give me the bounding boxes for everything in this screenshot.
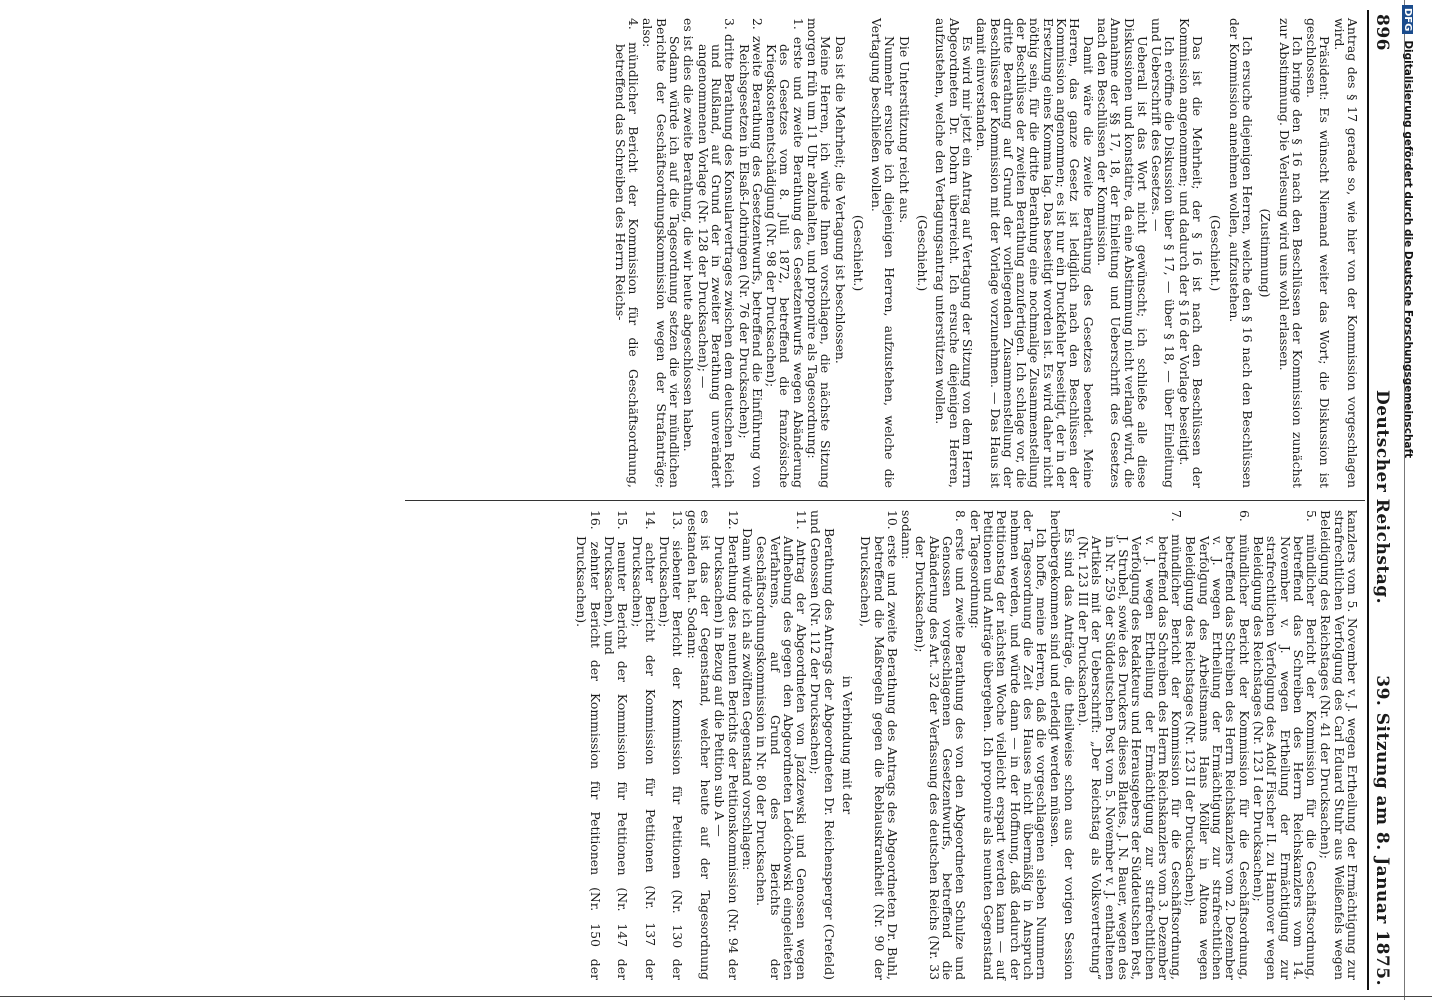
page-number: 896 bbox=[1372, 14, 1392, 51]
left-paragraph: Ich bringe den § 16 nach den Beschlüssen der Kommission zunächst zur Abstimmung. Die Verlesung wird uns wohl erlassen. bbox=[1276, 18, 1305, 488]
right-paragraph: kanzlers vom 5. November v. J. wegen Ertheilung der Ermächtigung zur strafrechtlichen Verfolgung des Carl Eduard Stuhr aus Weißenfels wegen Beleidigung des Reichstages (Nr. 41 der Drucksachen); bbox=[1318, 510, 1360, 980]
right-paragraph: 8. erste und zweite Berathung des von den Abgeordneten Schulze und Genossen vorgeschlagenen Gesetzentwurfs, betreffend die Abänderung des Art. 32 der Verfassung des deutschen Reichs (Nr. 33 der Drucksachen); bbox=[913, 510, 969, 980]
rotated-page bbox=[35, 10, 1395, 990]
left-paragraph: Antrag des § 17 gerade so, wie hier von der Kommission vorgeschlagen wird. bbox=[1331, 18, 1360, 488]
credit-text: Digitalisierung gefördert durch die Deutsche Forschungsgemeinschaft bbox=[1402, 40, 1414, 459]
right-paragraph: 6. mündlicher Bericht der Kommission für die Geschäftsordnung, betreffend das Schreiben des Herrn Reichskanzlers vom 2. Dezember v. J. wegen Ertheilung der Ermächtigung zur strafrechtlichen Verfolgung des Arbeitsmanns Hans Möller in Altona wegen Beleidigung des Reichstages (Nr. 123 II der Drucksachen); bbox=[1183, 510, 1252, 980]
left-paragraph: Damit wäre die zweite Berathung des Gesetzes beendet. Meine Herren, das ganze Gesetz ist lediglich nach den Beschlüssen der Kommission angenommen; es ist nur ein Druckfehler beseitigt, der in der Ersetzung eines Komma lag. Das beseitigt worden ist. Es wird daher nicht nöthig sein, für die dritte Berathung eine nochmalige Zusammenstellung der Beschlüsse der zweiten Berathung anzufertigen. Ich schlage vor, die dritte Berathung auf Grund der vorliegenden Zusammenstellung der Beschlüsse der Kommission mit der Vorlage vorzunehmen. — Das Haus ist damit einverstanden. bbox=[974, 18, 1096, 488]
right-paragraph: 16. zehnter Bericht der Kommission für Petitionen (Nr. 150 der Drucksachen). bbox=[574, 510, 603, 980]
left-paragraph: 3. dritte Berathung des Konsularvertrages zwischen dem deutschen Reich und Rußland, auf Grund der in zweiter Berathung unverändert angenommenen Vorlage (Nr. 128 der Drucksachen); — bbox=[695, 18, 738, 488]
page-title: Deutscher Reichstag. bbox=[1372, 390, 1392, 605]
left-paragraph: Das ist die Mehrheit; die Vertagung ist beschlossen. bbox=[832, 36, 848, 364]
left-paragraph: Präsident: Es wünscht Niemand weiter das Wort; die Diskussion ist geschlossen. bbox=[1304, 18, 1333, 488]
left-paragraph: Ich eröffne die Diskussion über § 17, — über § 18, — über Einleitung und Ueberschrift des Gesetzes. — bbox=[1149, 18, 1178, 488]
left-paragraph: Die Unterstützung reicht aus. bbox=[896, 36, 912, 224]
right-paragraph: 12. Berathung des neunten Berichts der Petitionskommission (Nr. 94 der Drucksachen) in Bezug auf die Petition sub A — bbox=[712, 510, 741, 980]
left-paragraph: 2. zweite Berathung des Gesetzentwurfs, betreffend die Einführung von Reichsgesetzen in Elsaß-Lothringen (Nr. 76 der Drucksachen); bbox=[736, 18, 765, 488]
left-paragraph: Nunmehr ersuche ich diejenigen Herren, aufzustehen, welche die Vertagung beschließen wollen. bbox=[869, 18, 898, 488]
right-paragraph: 15. neunter Bericht der Kommission für Petitionen (Nr. 147 der Drucksachen), und bbox=[601, 510, 631, 980]
left-paragraph: Sodann würde ich auf die Tagesordnung setzen die vier mündlichen Berichte der Geschäftsordnungskommission wegen der Strafanträge; also: bbox=[640, 18, 683, 488]
right-paragraph: es ist das der Gegenstand, welcher heute auf der Tagesordnung gestanden hat. Sodann: bbox=[684, 510, 714, 980]
session-title: 39. Sitzung am 8. Januar 1875. bbox=[1372, 675, 1392, 986]
right-paragraph: 11. Antrag der Abgeordneten von Jazdzewski und Genossen wegen Aufhebung des gegen den Abgeordneten Ledóchowski eingeleiteten Verfahrens, auf Grund des Berichts der Geschäftsordnungskommission in Nr. 80 der Drucksachen. bbox=[754, 510, 810, 980]
left-paragraph: (Geschieht.) bbox=[1208, 214, 1224, 292]
right-paragraph: Es sind das Anträge, die theilweise schon aus der vorigen Session herübergekommen sind und erledigt werden müssen. bbox=[1048, 510, 1077, 980]
left-paragraph: es ist dies die zweite Berathung, die wir heute abgeschlossen haben. bbox=[681, 18, 697, 452]
right-paragraph: 14. achter Bericht der Kommission für Petitionen (Nr. 137 der Drucksachen); bbox=[629, 510, 658, 980]
left-column bbox=[613, 18, 1359, 488]
left-paragraph: Es wird mir jetzt ein Antrag auf Vertagung der Sitzung von dem Herrn Abgeordneten Dr. Dohrn überreicht. Ich ersuche diejenigen Herren, aufzustehen, welche den Vertagungsantrag unterstützen wollen. bbox=[933, 18, 975, 488]
right-paragraph: 7. mündlicher Bericht der Kommission für die Geschäftsordnung, betreffend das Schreiben des Herrn Reichskanzlers vom 3. Dezember v. J. wegen Ertheilung der Ermächtigung zur strafrechtlichen Verfolgung des Redakteurs und Herausgebers der Süddeutschen Post, J. Strubel, sowie des Druckers dieses Blattes, J. N. Bauer, wegen des in Nr. 259 der Süddeutschen Post vom 5. November v. J. enthaltenen Artikels mit der Ueberschrift: „Der Reichstag als Volksvertretung“ (Nr. 123 III der Drucksachen). bbox=[1076, 510, 1185, 980]
right-paragraph: Dann würde ich als zwölften Gegenstand vorschlagen: bbox=[739, 528, 755, 871]
left-paragraph: (Geschieht.) bbox=[850, 214, 866, 292]
right-paragraph: 13. siebenter Bericht der Kommission für Petitionen (Nr. 130 der Drucksachen); bbox=[657, 510, 686, 980]
left-paragraph: 4. mündlicher Bericht der Kommission für die Geschäftsordnung, betreffend das Schreiben des Herrn Reichs- bbox=[612, 18, 642, 488]
dfg-logo: DFG bbox=[1402, 5, 1413, 34]
left-paragraph: 1. erste und zweite Berathung des Gesetzentwurfs wegen Abänderung des Gesetzes vom 8. Juli 1872, betreffend die französische Kriegskostenentschädigung (Nr. 98 der Drucksachen); bbox=[764, 18, 806, 488]
left-paragraph: Das ist die Mehrheit; der § 16 ist nach den Beschlüssen der Kommission angenommen; und dadurch der § 16 der Vorlage beseitigt. bbox=[1176, 18, 1206, 488]
right-column bbox=[574, 510, 1359, 980]
column-divider bbox=[405, 500, 1365, 501]
right-paragraph: Berathung des Antrags der Abgeordneten Dr. Reichensperger (Crefeld) und Genossen (Nr. 112 der Drucksachen); bbox=[808, 510, 837, 980]
scan-edge-bottom bbox=[0, 996, 1432, 997]
right-paragraph: 10. erste und zweite Berathung des Antrags des Abgeordneten Dr. Buhl, betreffend die Maßregeln gegen die Reblauskrankheit (Nr. 90 der Drucksachen), bbox=[858, 510, 900, 980]
dfg-credit bbox=[1398, 5, 1414, 995]
page-header bbox=[1367, 10, 1395, 990]
right-paragraph: sodann: bbox=[899, 510, 915, 560]
right-paragraph: 5. mündlicher Bericht der Kommission für die Geschäftsordnung, betreffend das Schreiben des Herrn Reichskanzlers vom 14. November v. J. wegen Ertheilung der Ermächtigung zur strafrechtlichen Verfolgung des Adolf Fischer II. zu Hannover wegen Beleidigung des Reichstages (Nr. 123 I der Drucksachen); bbox=[1250, 510, 1320, 980]
right-paragraph: Ich hoffe, meine Herren, daß die vorgeschlagenen sieben Nummern der Tagesordnung die Zeit des Hauses nicht übermäßig in Anspruch nehmen werden, und würde dann — in der Hoffnung, daß dadurch der Petitionstag der nächsten Woche vielleicht erspart werden kann — auf Petitionen und Anträge übergehen. Ich proponire als neunten Gegenstand der Tagesordnung: bbox=[967, 510, 1050, 980]
left-paragraph: Ueberall ist das Wort nicht gewünscht; ich schließe alle diese Diskussionen und konstatire, da eine Abstimmung nicht verlangt wird, die Annahme der §§ 17, 18, der Einleitung und Ueberschrift des Gesetzes nach den Beschlüssen der Kommission. bbox=[1094, 18, 1150, 488]
right-paragraph: in Verbindung mit der bbox=[840, 675, 856, 815]
left-paragraph: (Zustimmung) bbox=[1258, 208, 1274, 298]
left-paragraph: Ich ersuche diejenigen Herren, welche den § 16 nach den Beschlüssen der Kommission annehmen wollen, aufzustehen. bbox=[1226, 18, 1255, 488]
left-paragraph: Meine Herren, ich würde Ihnen vorschlagen, die nächste Sitzung morgen früh um 11 Uhr abzuhalten, und proponire als Tagesordnung: bbox=[805, 18, 834, 488]
left-paragraph: (Geschieht.) bbox=[915, 214, 931, 292]
